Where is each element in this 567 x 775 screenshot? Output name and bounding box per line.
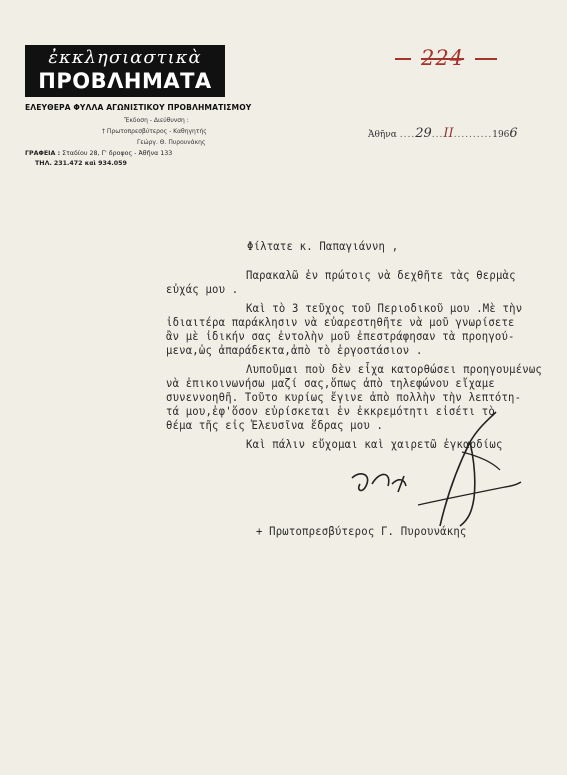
phones-label: ΤΗΛ.	[35, 160, 52, 167]
brand-line1: ἐκκλησιαστικὰ	[48, 47, 202, 68]
body-line: ἂν μὲ ἰδικήν σας ἐντολὴν μοῦ ἐπεστράφησαν τὰ προηγού-	[166, 330, 515, 344]
offices-label: ΓΡΑΦΕΙΑ :	[25, 150, 61, 157]
date-city: Ἀθῆνα	[368, 130, 397, 140]
offices-text: Σταδίου 28, Γ' ὄροφος - Ἀθῆνα 133	[62, 150, 173, 157]
body-line: εὐχάς μου .	[166, 283, 239, 297]
phones-text: 231.472 καὶ 934.059	[53, 160, 127, 167]
body-line: Παρακαλῶ ἐν πρώτοις νὰ δεχθῆτε τὰς θερμὰς	[246, 269, 516, 283]
ref-number-text: 224	[421, 46, 465, 70]
body-line: Καὶ τὸ 3 τεῦχος τοῦ Περιοδικοῦ μου .Μὲ τὴν	[246, 302, 523, 316]
body-line: μενα,ὡς ἀπαράδεκτα,ἀπὸ τὸ ἐργοστάσιον .	[166, 344, 423, 358]
body-line: νὰ ἐπικοινωνήσω μαζί σας,ὅπως ἀπὸ τηλεφώνου εἴχαμε	[166, 377, 495, 391]
body-line: Λυποῦμαι ποὺ δὲν εἶχα κατορθώσει προηγουμένως	[246, 363, 543, 377]
date-year-handwritten: 6	[509, 126, 518, 141]
date-line: Ἀθῆνα ....29...ΙΙ..........1966	[368, 126, 518, 141]
body-line: θέμα τῆς εἰς Ἐλευσῖνα ἕδρας μου .	[166, 419, 384, 433]
publisher-label: Ἔκδοση - Διεύθυνση :	[124, 117, 189, 124]
brand-line2: ΠΡΟΒΛΗΜΑΤΑ	[38, 69, 212, 93]
body-line: τά μου,ἐφ'ὅσον εὑρίσκεται ἐν ἐκκρεμότητι εἰσέτι τὸ	[166, 405, 495, 419]
date-year-printed: 196	[492, 130, 510, 140]
letterhead-subtitle: ΕΛΕΥΘΕΡΑ ΦΥΛΛΑ ΑΓΩΝΙΣΤΙΚΟΥ ΠΡΟΒΛΗΜΑΤΙΣΜΟΥ	[25, 103, 252, 112]
salutation: Φίλτατε κ. Παπαγιάννη ,	[247, 240, 399, 254]
body-line: Καὶ πάλιν εὔχομαι καὶ χαιρετῶ ἐγκαρδίως	[246, 438, 503, 452]
publisher-person: Γεώργ. Θ. Πυρουνάκης	[137, 139, 206, 146]
publisher-name: † Πρωτοπρεσβύτερος - Καθηγητής	[102, 128, 207, 135]
date-month: ΙΙ	[443, 126, 454, 141]
body-line: ἰδιαιτέρα παράκλησιν νὰ εὐαρεστηθῆτε νὰ μοῦ γνωρίσετε	[166, 316, 515, 330]
signature-name: + Πρωτοπρεσβύτερος Γ. Πυρουνάκης	[256, 525, 467, 539]
date-day: 29	[415, 126, 432, 141]
body-line: συνεννοηθῆ. Τοῦτο κυρίως ἔγινε ἀπὸ πολλὴν τὴν λεπτότη-	[166, 391, 522, 405]
